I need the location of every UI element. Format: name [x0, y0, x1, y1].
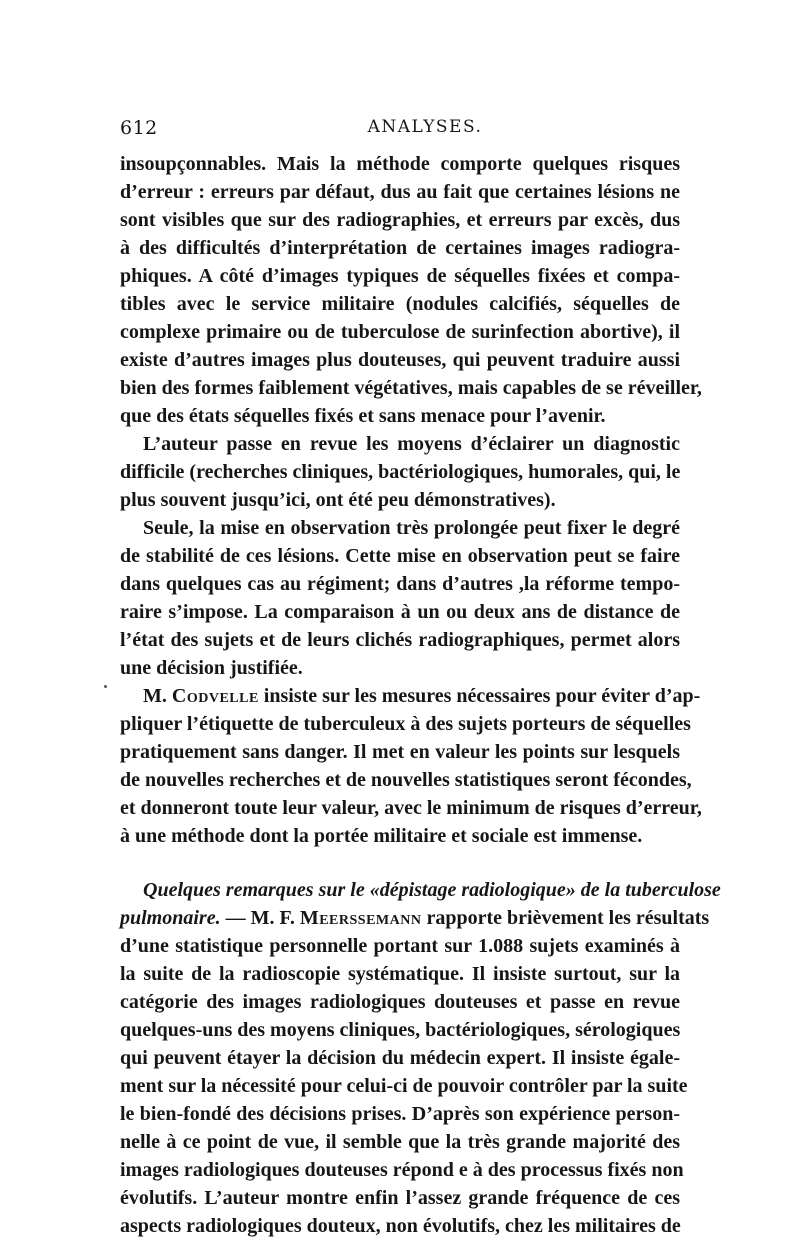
text-line: quelques-uns des moyens cliniques, bactériologiques, sérologiques [120, 1019, 681, 1041]
text-line: et donneront toute leur valeur, avec le minimum de risques d’erreur, [120, 797, 702, 819]
section-title: Quelques remarques sur le «dépistage radiologique» de la tuberculose [143, 879, 721, 901]
author-name: Codvelle [171, 685, 259, 707]
text-line: que des états séquelles fixés et sans menace pour l’avenir. [120, 405, 606, 427]
text-line: une décision justifiée. [120, 657, 303, 679]
text-fragment: — M. F. [220, 907, 300, 929]
text-line [143, 682, 701, 710]
text-line: la suite de la radioscopie systématique. Il insiste surtout, sur la [120, 963, 680, 985]
text-line: d’une statistique personnelle portant sur 1.088 sujets examinés à [120, 935, 680, 957]
section-title-end: pulmonaire. [120, 907, 221, 929]
text-line: pratiquement sans danger. Il met en valeur les points sur lesquels [120, 741, 680, 763]
text-line: catégorie des images radiologiques douteuses et passe en revue [120, 991, 680, 1013]
margin-mark [104, 685, 107, 688]
text-line: existe d’autres images plus douteuses, qui peuvent traduire aussi [120, 349, 680, 371]
author-name: Meerssemann [299, 907, 422, 929]
text-line: sont visibles que sur des radiographies, et erreurs par excès, dus [120, 209, 680, 231]
text-line: de stabilité de ces lésions. Cette mise en observation peut se faire [120, 545, 680, 567]
text-line: phiques. A côté d’images typiques de séquelles fixées et compa- [120, 265, 680, 287]
text-line: plus souvent jusqu’ici, ont été peu démonstratives). [120, 489, 556, 511]
text-line: raire s’impose. La comparaison à un ou deux ans de distance de [120, 601, 680, 623]
text-line: tibles avec le service militaire (nodules calcifiés, séquelles de [120, 293, 680, 315]
text-line: nelle à ce point de vue, il semble que la très grande majorité des [120, 1131, 680, 1153]
text-line: insoupçonnables. Mais la méthode comporte quelques risques [120, 153, 680, 175]
text-line: de nouvelles recherches et de nouvelles statistiques seront fécondes, [120, 769, 692, 791]
page-header [120, 117, 680, 143]
text-line: le bien-fondé des décisions prises. D’après son expérience person- [120, 1103, 680, 1125]
text-line: évolutifs. L’auteur montre enfin l’assez grande fréquence de ces [120, 1187, 680, 1209]
page-number: 612 [120, 117, 158, 139]
text-fragment: insiste sur les mesures nécessaires pour éviter d’ap- [258, 685, 701, 707]
text-line: difficile (recherches cliniques, bactériologiques, humorales, qui, le [120, 461, 681, 483]
text-line [120, 904, 710, 932]
running-head: ANALYSES. [367, 117, 483, 137]
text-line: pliquer l’étiquette de tuberculeux à des sujets porteurs de séquelles [120, 713, 691, 735]
text-line: images radiologiques douteuses répond e à des processus fixés non [120, 1159, 684, 1181]
text-line: bien des formes faiblement végétatives, mais capables de se réveiller, [120, 377, 702, 399]
text-line: d’erreur : erreurs par défaut, dus au fait que certaines lésions ne [120, 181, 680, 203]
text-line: ment sur la nécessité pour celui-ci de pouvoir contrôler par la suite [120, 1075, 688, 1097]
text-line: complexe primaire ou de tuberculose de surinfection abortive), il [120, 321, 680, 343]
text-line: à des difficultés d’interprétation de certaines images radiogra- [120, 237, 680, 259]
text-line: qui peuvent étayer la décision du médecin expert. Il insiste égale- [120, 1047, 680, 1069]
text-fragment: M. [143, 685, 172, 707]
text-line: l’état des sujets et de leurs clichés radiographiques, permet alors [120, 629, 680, 651]
text-line: dans quelques cas au régiment; dans d’autres ,la réforme tempo- [120, 573, 680, 595]
text-line: à une méthode dont la portée militaire et sociale est immense. [120, 825, 643, 847]
text-line: aspects radiologiques douteux, non évolutifs, chez les militaires de [120, 1215, 681, 1237]
text-line: L’auteur passe en revue les moyens d’éclairer un diagnostic [143, 433, 680, 455]
text-line: Seule, la mise en observation très prolongée peut fixer le degré [143, 517, 680, 539]
text-fragment: rapporte brièvement les résultats [421, 907, 710, 929]
